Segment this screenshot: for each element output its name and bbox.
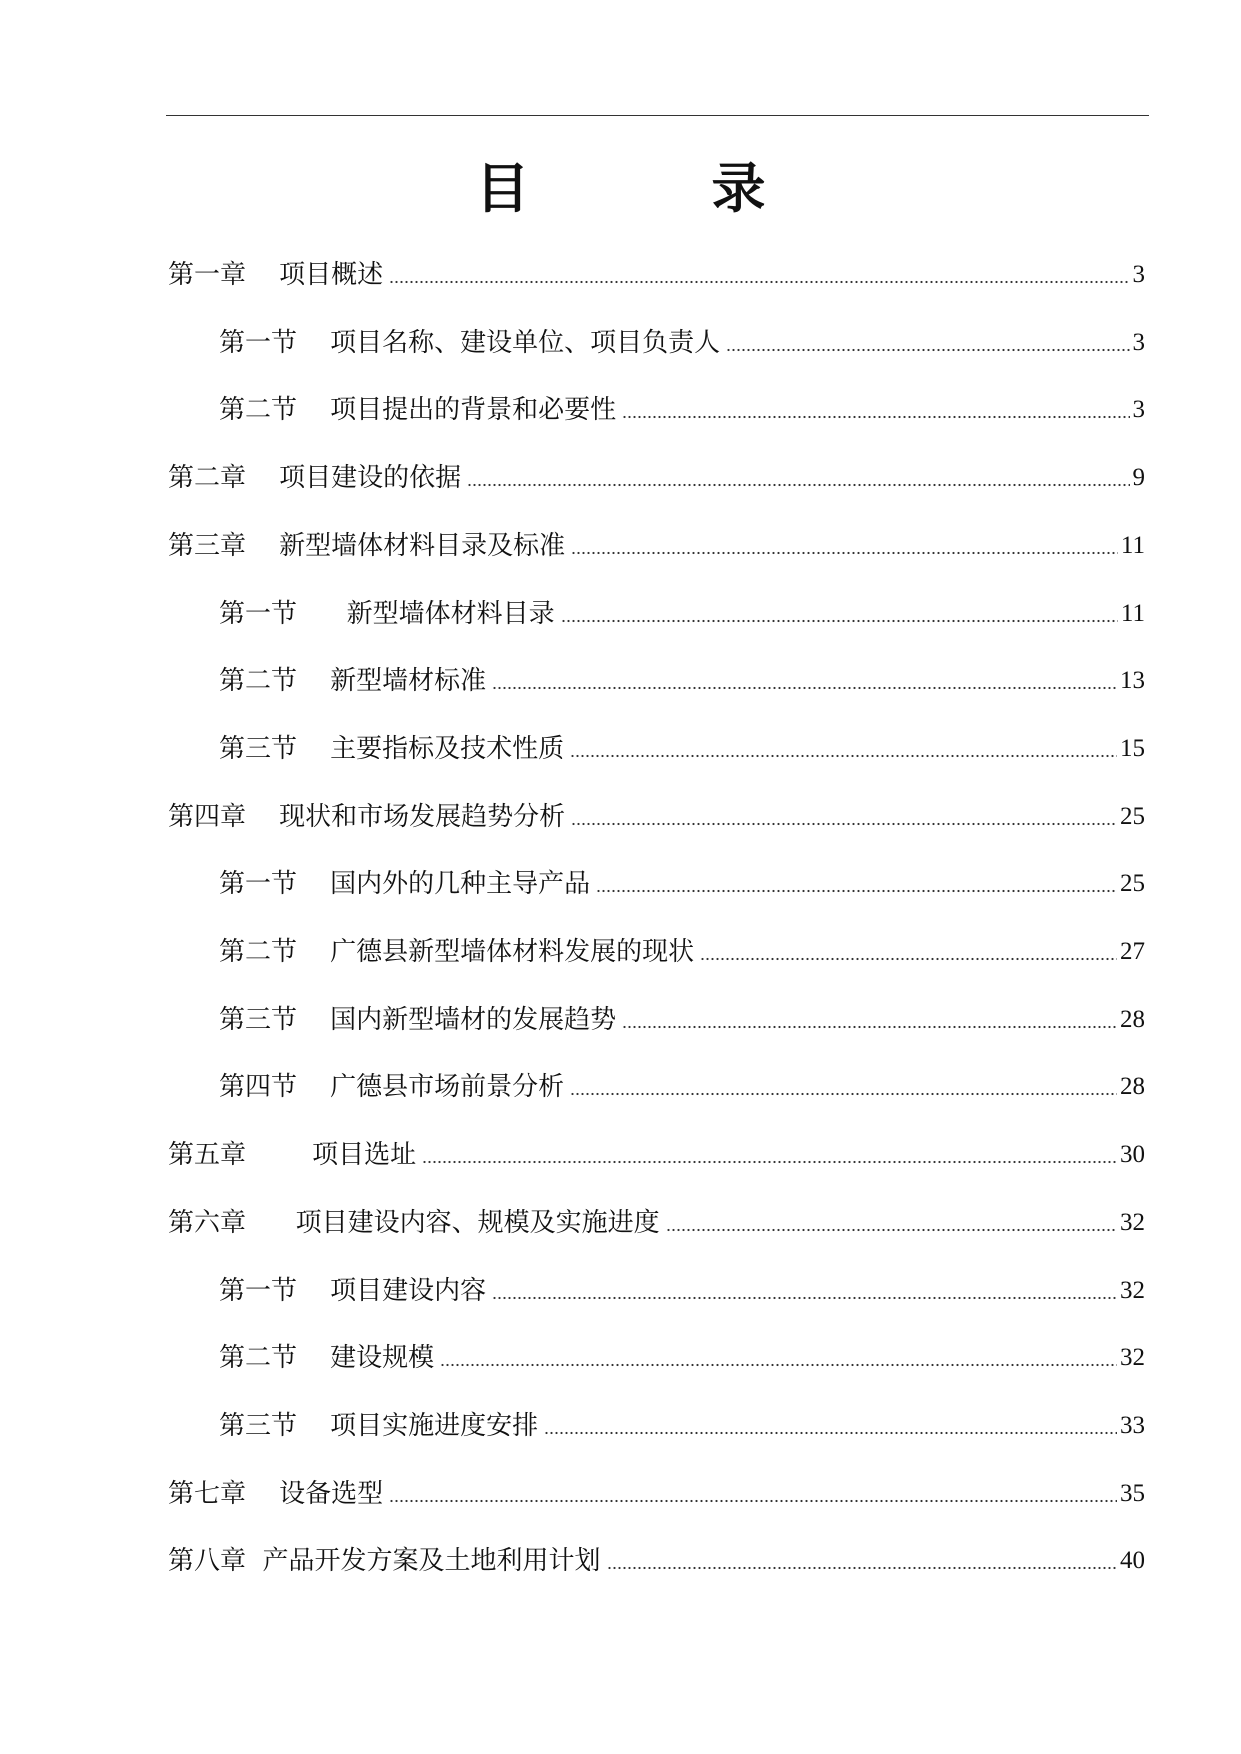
dot-leader	[622, 1024, 1117, 1030]
toc-entry-number: 第一节	[219, 598, 298, 629]
toc-entry-page-number: 3	[1132, 396, 1145, 424]
toc-entry-gap	[297, 937, 330, 967]
toc-entry-chapter[interactable]	[168, 1130, 1145, 1170]
toc-entry-number: 第二节	[219, 937, 298, 967]
toc-entry-title: 项目概述	[279, 260, 384, 290]
dot-leader	[389, 1498, 1117, 1504]
toc-entry-number: 第三节	[219, 1410, 298, 1441]
toc-entry-number: 第一章	[168, 260, 247, 290]
toc-entry-title: 现状和市场发展趋势分析	[279, 801, 566, 832]
dot-leader	[440, 1362, 1117, 1368]
dot-leader	[492, 1295, 1117, 1301]
toc-entry-title: 广德县新型墙体材料发展的现状	[330, 937, 695, 967]
dot-leader	[571, 550, 1118, 556]
toc-entry-page-number: 11	[1120, 599, 1145, 627]
toc-entry-chapter[interactable]	[168, 1536, 1145, 1576]
toc-entry-title: 项目建设内容	[330, 1275, 487, 1306]
toc-entry-page-number: 9	[1132, 464, 1145, 492]
dot-leader	[389, 279, 1129, 285]
toc-entry-section[interactable]	[219, 1266, 1145, 1306]
toc-entry-title: 广德县市场前景分析	[330, 1072, 565, 1103]
toc-entry-number: 第六章	[168, 1207, 247, 1238]
toc-entry-section[interactable]	[219, 1401, 1145, 1441]
toc-entry-chapter[interactable]	[168, 792, 1145, 832]
toc-entry-section[interactable]	[219, 656, 1145, 696]
toc-entry-page-number: 32	[1120, 1344, 1145, 1372]
dot-leader	[544, 1430, 1117, 1436]
dot-leader	[467, 482, 1129, 488]
toc-entry-gap	[297, 666, 330, 696]
toc-entry-number: 第一节	[219, 869, 298, 900]
toc-entry-page-number: 28	[1120, 1073, 1145, 1101]
toc-entry-gap	[246, 463, 279, 493]
toc-entry-page-number: 33	[1120, 1411, 1145, 1439]
toc-entry-gap	[297, 1072, 330, 1102]
toc-entry-page-number: 32	[1120, 1208, 1145, 1236]
toc-entry-page-number: 25	[1120, 870, 1145, 898]
toc-entry-gap	[297, 734, 330, 764]
dot-leader	[607, 1565, 1117, 1571]
toc-entry-page-number: 35	[1120, 1479, 1145, 1507]
toc-entry-page-number: 30	[1120, 1141, 1145, 1169]
toc-entry-number: 第四节	[219, 1072, 298, 1103]
toc-entry-page-number: 3	[1132, 328, 1145, 356]
toc-entry-number: 第七章	[168, 1478, 247, 1509]
dot-leader	[726, 347, 1129, 353]
toc-entry-title: 主要指标及技术性质	[330, 733, 565, 764]
toc-entry-title: 项目选址	[312, 1140, 417, 1171]
toc-entry-number: 第五章	[168, 1140, 247, 1171]
toc-entry-section[interactable]	[219, 995, 1145, 1035]
toc-entry-page-number: 40	[1120, 1547, 1145, 1575]
toc-entry-page-number: 28	[1120, 1005, 1145, 1033]
dot-leader	[561, 618, 1118, 624]
toc-entry-title: 产品开发方案及土地利用计划	[262, 1546, 601, 1577]
toc-entry-section[interactable]	[219, 589, 1145, 629]
toc-entry-gap	[297, 1005, 330, 1035]
toc-entry-gap	[246, 260, 279, 290]
dot-leader	[570, 1091, 1117, 1097]
dot-leader	[422, 1159, 1117, 1165]
toc-entry-number: 第四章	[168, 801, 247, 832]
toc-entry-section[interactable]	[219, 318, 1145, 358]
toc-entry-number: 第三节	[219, 733, 298, 764]
toc-entry-number: 第二章	[168, 463, 247, 494]
toc-entry-chapter[interactable]	[168, 521, 1145, 561]
toc-entry-gap	[297, 1411, 330, 1441]
toc-entry-title: 国内新型墙材的发展趋势	[330, 1004, 617, 1035]
toc-entry-chapter[interactable]	[168, 250, 1145, 290]
toc-entry-gap	[297, 1343, 330, 1373]
toc-entry-page-number: 11	[1120, 531, 1145, 559]
toc-entry-number: 第二节	[219, 395, 298, 426]
toc-entry-gap	[246, 1208, 296, 1238]
toc-entry-number: 第三章	[168, 530, 247, 561]
toc-entry-number: 第八章	[168, 1546, 247, 1577]
toc-entry-section[interactable]	[219, 927, 1145, 967]
toc-entry-chapter[interactable]	[168, 1198, 1145, 1238]
toc-entry-title: 国内外的几种主导产品	[330, 869, 591, 900]
toc-entry-gap	[297, 869, 330, 899]
toc-entry-gap	[297, 1276, 330, 1306]
toc-entry-chapter[interactable]	[168, 1469, 1145, 1509]
toc-entry-gap	[297, 328, 330, 358]
toc-entry-number: 第二节	[219, 666, 298, 697]
toc-entry-gap	[246, 1140, 312, 1170]
toc-entry-gap	[246, 1546, 263, 1576]
dot-leader	[622, 414, 1129, 420]
toc-entry-section[interactable]	[219, 1333, 1145, 1373]
dot-leader	[492, 685, 1117, 691]
toc-entry-page-number: 32	[1120, 1276, 1145, 1304]
toc-entry-gap	[297, 395, 330, 425]
dot-leader	[596, 888, 1117, 894]
toc-entry-number: 第三节	[219, 1004, 298, 1035]
toc-entry-gap	[246, 802, 279, 832]
toc-entry-gap	[297, 599, 347, 629]
toc-entry-page-number: 15	[1120, 734, 1145, 762]
dot-leader	[666, 1227, 1117, 1233]
toc-entry-page-number: 3	[1132, 261, 1145, 288]
page-title: 目 录	[475, 157, 830, 220]
toc-entry-title: 新型墙体材料目录及标准	[279, 530, 566, 561]
toc-entry-section[interactable]	[219, 859, 1145, 899]
toc-entry-number: 第二节	[219, 1343, 298, 1374]
toc-entry-title: 项目建设内容、规模及实施进度	[295, 1207, 660, 1238]
toc-entry-page-number: 25	[1120, 802, 1145, 830]
toc-entry-title: 项目实施进度安排	[330, 1410, 539, 1441]
toc-entry-page-number: 13	[1120, 667, 1145, 695]
toc-entry-number: 第一节	[219, 327, 298, 358]
toc-entry-title: 项目名称、建设单位、项目负责人	[330, 327, 721, 358]
toc-entry-title: 项目建设的依据	[279, 463, 462, 494]
toc-entry-number: 第一节	[219, 1275, 298, 1306]
toc-entry-title: 设备选型	[279, 1478, 384, 1509]
toc-entry-section[interactable]	[219, 385, 1145, 425]
dot-leader	[700, 956, 1117, 962]
dot-leader	[570, 753, 1117, 759]
toc-entry-chapter[interactable]	[168, 453, 1145, 493]
toc-entry-gap	[246, 531, 279, 561]
dot-leader	[571, 821, 1117, 827]
toc-entry-page-number: 27	[1120, 938, 1145, 965]
toc-entry-title: 新型墙体材料目录	[346, 598, 555, 629]
toc-entry-title: 项目提出的背景和必要性	[330, 395, 617, 426]
toc-entry-gap	[246, 1479, 279, 1509]
toc-entry-title: 新型墙材标准	[330, 666, 487, 697]
toc-entry-section[interactable]	[219, 1062, 1145, 1102]
toc-entry-section[interactable]	[219, 724, 1145, 764]
toc-entry-title: 建设规模	[330, 1343, 435, 1374]
